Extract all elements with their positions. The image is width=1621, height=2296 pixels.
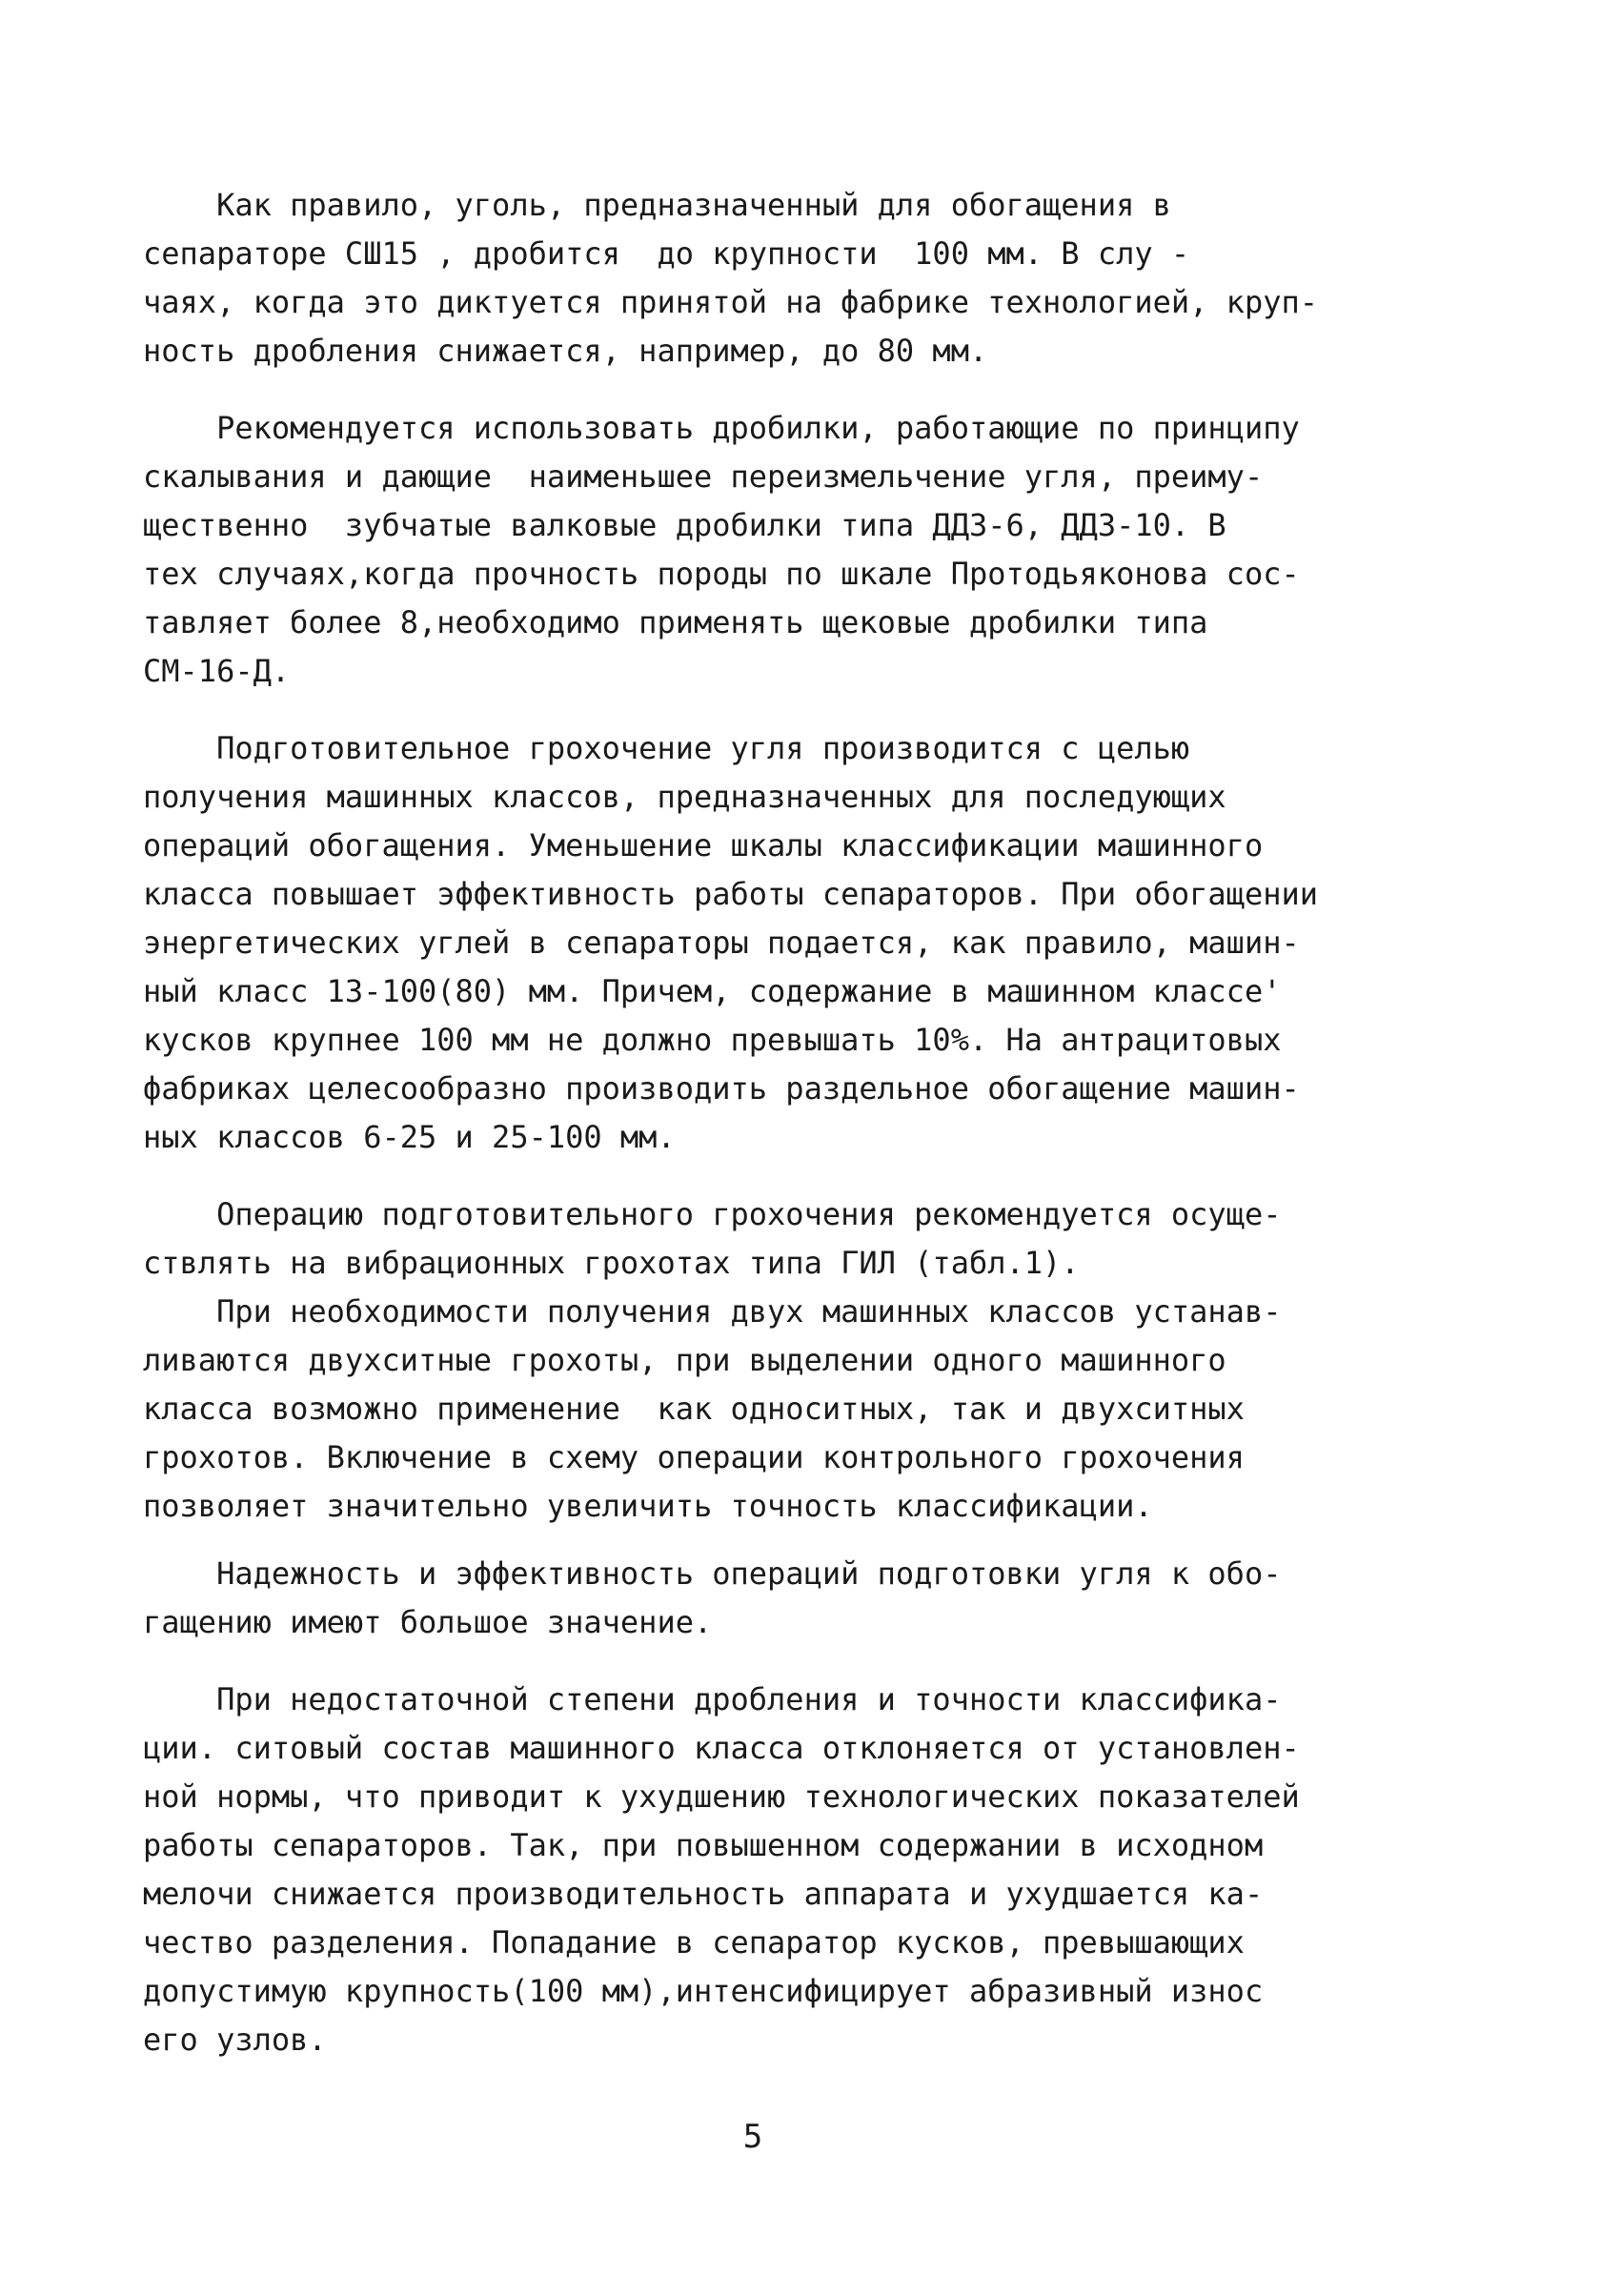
text-line: получения машинных классов, предназначенных для последующих xyxy=(143,779,1226,815)
paragraph xyxy=(143,1190,1496,1288)
text-line: ный класс 13-100(80) мм. Причем, содержание в машинном классе' xyxy=(143,973,1282,1009)
text-line: гащению имеют большое значение. xyxy=(143,1604,713,1640)
text-line: скалывания и дающие наименьшее переизмельчение угля, преиму- xyxy=(143,458,1264,495)
paragraph xyxy=(143,1550,1496,1647)
text-line: фабриках целесообразно производить раздельное обогащение машин- xyxy=(143,1070,1300,1107)
text-line: класса возможно применение как односитных, так и двухситных xyxy=(143,1391,1245,1427)
text-line: Рекомендуется использовать дробилки, работающие по принципу xyxy=(143,410,1300,446)
text-line: ции. ситовый состав машинного класса отклоняется от установлен- xyxy=(143,1730,1300,1766)
text-line: Как правило, уголь, предназначенный для обогащения в xyxy=(143,187,1171,223)
paragraph-gap xyxy=(143,376,1496,404)
body-text xyxy=(143,181,1496,2064)
paragraph xyxy=(143,404,1496,696)
text-line: операций обогащения. Уменьшение шкалы классификации машинного xyxy=(143,827,1264,864)
text-line: чаях, когда это диктуется принятой на фабрике технологией, круп- xyxy=(143,284,1318,320)
text-line: При недостаточной степени дробления и точности классифика- xyxy=(143,1681,1282,1717)
text-line: ливаются двухситные грохоты, при выделении одного машинного xyxy=(143,1342,1226,1378)
text-line: ность дробления снижается, например, до 80 мм. xyxy=(143,333,988,369)
text-line: ствлять на вибрационных грохотах типа ГИЛ (табл.1). xyxy=(143,1245,1080,1281)
paragraph xyxy=(143,724,1496,1162)
text-line: СМ-16-Д. xyxy=(143,653,291,689)
paragraph-gap xyxy=(143,1162,1496,1190)
text-line: Надежность и эффективность операций подготовки угля к обо- xyxy=(143,1555,1282,1592)
text-line: энергетических углей в сепараторы подается, как правило, машин- xyxy=(143,924,1300,961)
text-line: грохотов. Включение в схему операции контрольного грохочения xyxy=(143,1439,1245,1475)
text-line: щественно зубчатые валковые дробилки типа ДДЗ-6, ДДЗ-10. В xyxy=(143,507,1226,543)
text-line: чество разделения. Попадание в сепаратор кусков, превышающих xyxy=(143,1924,1245,1961)
paragraph-gap xyxy=(143,696,1496,724)
text-line: Подготовительное грохочение угля производится с целью xyxy=(143,730,1190,766)
text-line: мелочи снижается производительность аппарата и ухудшается ка- xyxy=(143,1876,1264,1912)
paragraph xyxy=(143,1288,1496,1531)
text-line: ной нормы, что приводит к ухудшению технологических показателей xyxy=(143,1778,1300,1815)
page-number: 5 xyxy=(742,2118,763,2156)
text-line: работы сепараторов. Так, при повышенном содержании в исходном xyxy=(143,1827,1264,1863)
text-line: класса повышает эффективность работы сепараторов. При обогащении xyxy=(143,876,1318,912)
text-line: его узлов. xyxy=(143,2022,327,2058)
text-line: тавляет более 8,необходимо применять щековые дробилки типа xyxy=(143,604,1208,640)
paragraph xyxy=(143,181,1496,376)
text-line: ных классов 6-25 и 25-100 мм. xyxy=(143,1119,676,1155)
text-line: сепараторе СШ15 , дробится до крупности 100 мм. В слу - xyxy=(143,235,1190,272)
paragraph-gap xyxy=(143,1531,1496,1550)
paragraph xyxy=(143,1676,1496,2064)
text-line: позволяет значительно увеличить точность классификации. xyxy=(143,1488,1153,1524)
text-line: тех случаях,когда прочность породы по шкале Протодьяконова сос- xyxy=(143,556,1300,592)
text-line: допустимую крупность(100 мм),интенсифицирует абразивный износ xyxy=(143,1973,1264,2009)
text-line: кусков крупнее 100 мм не должно превышать 10%. На антрацитовых xyxy=(143,1022,1282,1058)
text-line: При необходимости получения двух машинных классов устанав- xyxy=(143,1293,1282,1330)
paragraph-gap xyxy=(143,1647,1496,1676)
text-line: Операцию подготовительного грохочения рекомендуется осуще- xyxy=(143,1196,1282,1232)
